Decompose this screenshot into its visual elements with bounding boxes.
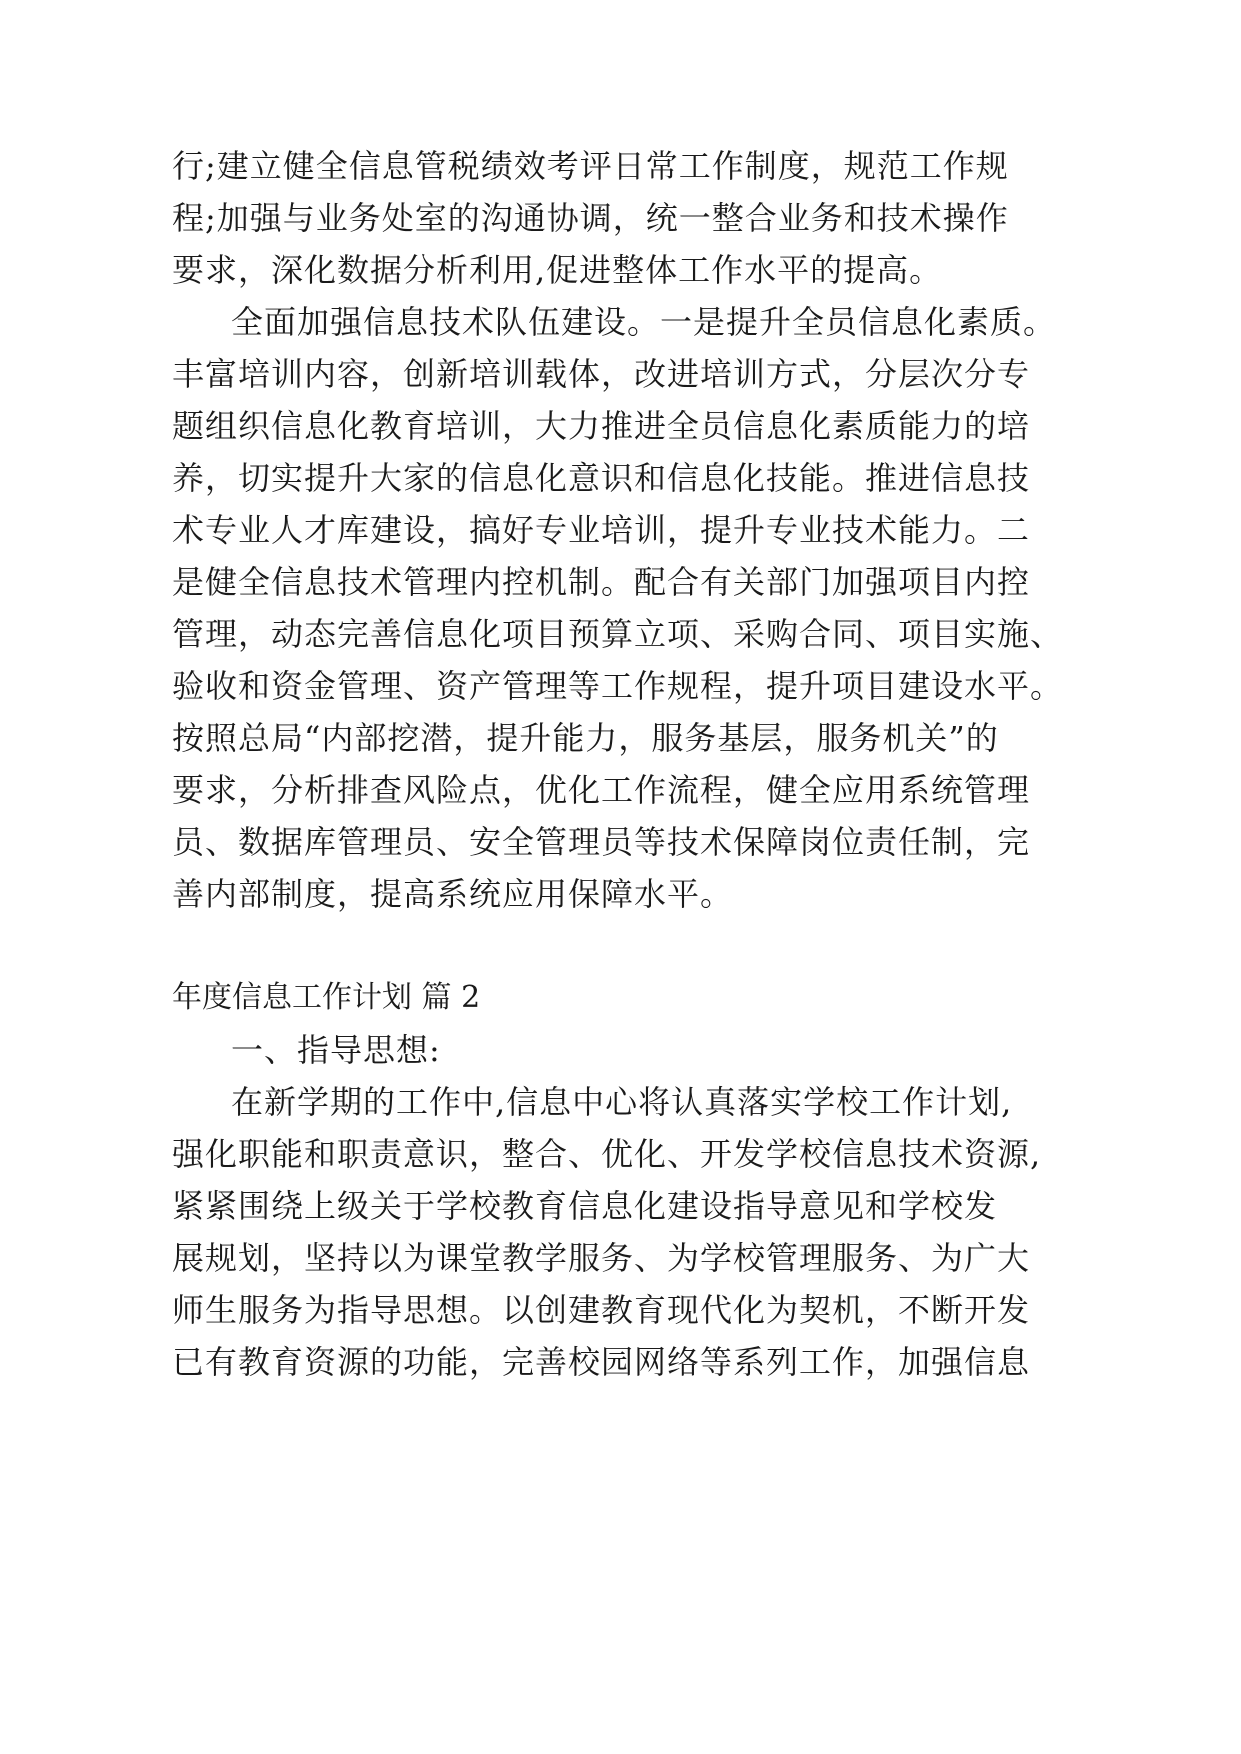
- paragraph-line: 验收和资金管理、资产管理等工作规程，提升项目建设水平。: [172, 667, 1064, 705]
- paragraph-line: 师生服务为指导思想。以创建教育现代化为契机，不断开发: [172, 1291, 1031, 1329]
- paragraph-line: 养，切实提升大家的信息化意识和信息化技能。推进信息技: [172, 459, 1031, 497]
- paragraph-line: 全面加强信息技术队伍建设。一是提升全员信息化素质。: [231, 303, 1057, 341]
- paragraph-line: 是健全信息技术管理内控机制。配合有关部门加强项目内控: [172, 563, 1031, 601]
- paragraph-line: 善内部制度，提高系统应用保障水平。: [172, 875, 734, 913]
- paragraph-line: 丰富培训内容，创新培训载体，改进培训方式，分层次分专: [172, 355, 1031, 393]
- paragraph-line: 紧紧围绕上级关于学校教育信息化建设指导意见和学校发: [172, 1187, 998, 1225]
- paragraph-line: 题组织信息化教育培训，大力推进全员信息化素质能力的培: [172, 407, 1031, 445]
- paragraph-line: 程;加强与业务处室的沟通协调，统一整合业务和技术操作: [172, 199, 1009, 237]
- paragraph-line: 要求，分析排查风险点，优化工作流程，健全应用系统管理: [172, 771, 1031, 809]
- paragraph-line: 管理，动态完善信息化项目预算立项、采购合同、项目实施、: [172, 615, 1064, 653]
- paragraph-line: 一、指导思想:: [231, 1031, 441, 1069]
- paragraph-line: 按照总局“内部挖潜，提升能力，服务基层，服务机关”的: [172, 719, 999, 757]
- paragraph-line: 展规划，坚持以为课堂教学服务、为学校管理服务、为广大: [172, 1239, 1031, 1277]
- paragraph-line: 员、数据库管理员、安全管理员等技术保障岗位责任制，完: [172, 823, 1031, 861]
- section-heading: 年度信息工作计划 篇 2: [172, 980, 481, 1015]
- paragraph-line: 术专业人才库建设，搞好专业培训，提升专业技术能力。二: [172, 511, 1031, 549]
- paragraph-line: 已有教育资源的功能，完善校园网络等系列工作，加强信息: [172, 1343, 1031, 1381]
- paragraph-line: 在新学期的工作中,信息中心将认真落实学校工作计划,: [231, 1083, 1013, 1121]
- paragraph-line: 强化职能和职责意识，整合、优化、开发学校信息技术资源,: [172, 1135, 1042, 1173]
- paragraph-line: 要求，深化数据分析利用,促进整体工作水平的提高。: [172, 251, 943, 289]
- paragraph-line: 行;建立健全信息管税绩效考评日常工作制度，规范工作规: [172, 147, 1009, 185]
